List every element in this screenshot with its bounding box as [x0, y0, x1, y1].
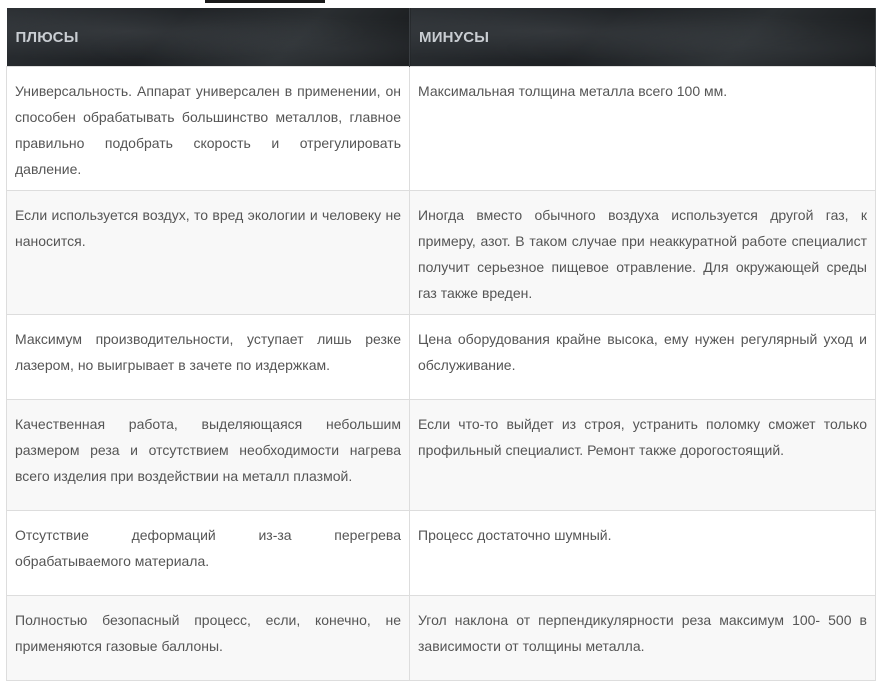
- cons-cell: Угол наклона от перпендикулярности реза максимум 100- 500 в зависимости от толщины металла.: [410, 596, 876, 681]
- table-row: [7, 67, 876, 191]
- pros-cell: Если используется воздух, то вред экологии и человеку не наносится.: [7, 191, 410, 315]
- cropped-heading-fragment: [205, 0, 325, 3]
- header-cons: МИНУСЫ: [410, 8, 876, 67]
- pros-cell: Качественная работа, выделяющаяся небольшим размером реза и отсутствием необходимости нагрева всего изделия при воздействии на металл плазмой.: [7, 400, 410, 511]
- table-row: [7, 400, 876, 511]
- table-row: [7, 596, 876, 681]
- cons-cell: Максимальная толщина металла всего 100 мм.: [410, 67, 876, 191]
- header-row: [7, 8, 876, 67]
- pros-cell: Отсутствие деформаций из-за перегрева обрабатываемого материала.: [7, 511, 410, 596]
- pros-cell: Универсальность. Аппарат универсален в применении, он способен обрабатывать большинство металлов, главное правильно подобрать скорость и отрегулировать давление.: [7, 67, 410, 191]
- table-header: [7, 8, 876, 67]
- table-row: [7, 191, 876, 315]
- top-page-edge: [0, 0, 882, 8]
- pros-cons-table: [6, 8, 876, 681]
- table-body: [7, 67, 876, 681]
- cons-cell: Иногда вместо обычного воздуха используется другой газ, к примеру, азот. В таком случае при неаккуратной работе специалист получит серьезное пищевое отравление. Для окружающей среды газ также вреден.: [410, 191, 876, 315]
- header-pros: ПЛЮСЫ: [7, 8, 410, 67]
- cons-cell: Если что-то выйдет из строя, устранить поломку сможет только профильный специалист. Ремонт также дорогостоящий.: [410, 400, 876, 511]
- pros-cell: Максимум производительности, уступает лишь резке лазером, но выигрывает в зачете по издержкам.: [7, 315, 410, 400]
- cons-cell: Процесс достаточно шумный.: [410, 511, 876, 596]
- pros-cell: Полностью безопасный процесс, если, конечно, не применяются газовые баллоны.: [7, 596, 410, 681]
- table-row: [7, 315, 876, 400]
- table-row: [7, 511, 876, 596]
- cons-cell: Цена оборудования крайне высока, ему нужен регулярный уход и обслуживание.: [410, 315, 876, 400]
